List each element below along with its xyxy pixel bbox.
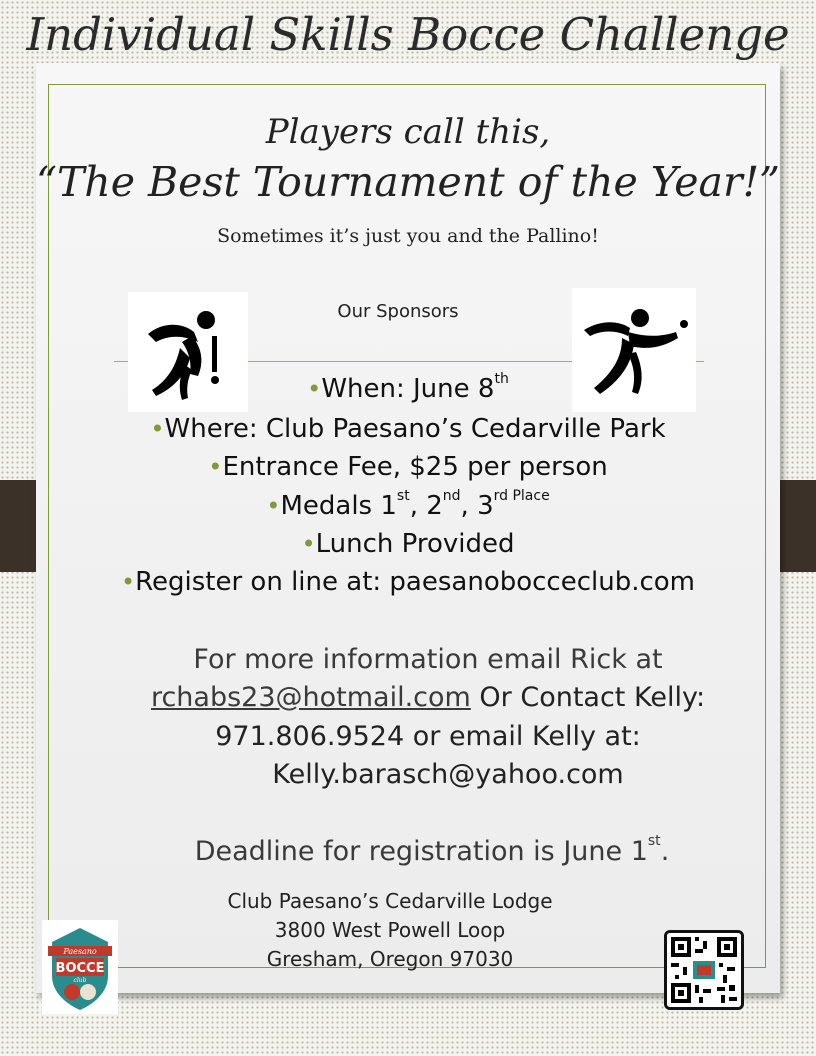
tagline: Sometimes it’s just you and the Pallino! bbox=[217, 225, 599, 247]
header-line1: Players call this, bbox=[265, 112, 551, 152]
lunch-text: Lunch Provided bbox=[315, 529, 515, 559]
detail-medals bbox=[0, 488, 816, 521]
qr-code-icon bbox=[667, 933, 741, 1007]
fee-text: Entrance Fee, $25 per person bbox=[222, 452, 608, 482]
address-line2: 3800 West Powell Loop bbox=[274, 918, 506, 942]
divider-middle bbox=[248, 361, 572, 362]
register-text: Register on line at: paesanobocceclub.com bbox=[135, 567, 696, 597]
divider-left bbox=[114, 361, 128, 362]
bullet: • bbox=[301, 530, 316, 558]
contact-email-kelly: Kelly.barasch@yahoo.com bbox=[272, 759, 624, 790]
logo-bottom-text: club bbox=[73, 977, 87, 984]
flyer-title: Individual Skills Bocce Challenge bbox=[26, 8, 790, 61]
address-line1: Club Paesano’s Cedarville Lodge bbox=[227, 889, 553, 913]
bullet: • bbox=[266, 492, 281, 520]
bullet: • bbox=[150, 415, 165, 443]
logo-top-text: Paesano bbox=[63, 947, 97, 956]
detail-register bbox=[0, 567, 816, 597]
logo-main-text: BOCCE bbox=[55, 961, 105, 976]
when-sup: th bbox=[494, 371, 509, 387]
deadline-sup: st bbox=[647, 833, 661, 849]
medals-nd: nd bbox=[442, 488, 461, 504]
bocce-club-logo-icon bbox=[42, 920, 118, 1014]
address-line3: Gresham, Oregon 97030 bbox=[266, 947, 514, 971]
medals-rd: rd Place bbox=[493, 488, 550, 504]
paesano-bocce-logo bbox=[42, 920, 118, 1014]
where-text: Where: Club Paesano’s Cedarville Park bbox=[164, 414, 666, 444]
contact-line3: 971.806.9524 or email Kelly at: bbox=[215, 721, 641, 752]
contact-line1: For more information email Rick at bbox=[193, 644, 663, 675]
detail-lunch bbox=[0, 529, 816, 559]
qr-code[interactable] bbox=[664, 930, 744, 1010]
deadline-end: . bbox=[660, 836, 670, 867]
bullet: • bbox=[208, 453, 223, 481]
detail-where bbox=[0, 414, 816, 444]
deadline-text: Deadline for registration is June 1 bbox=[194, 836, 648, 867]
deadline bbox=[24, 833, 816, 867]
contact-kelly-text: Or Contact Kelly: bbox=[470, 682, 706, 713]
header-line2: “The Best Tournament of the Year!” bbox=[35, 158, 781, 206]
medals-text: Medals 1 bbox=[280, 491, 397, 521]
detail-when bbox=[0, 371, 816, 404]
contact-line2 bbox=[20, 682, 816, 713]
when-text: When: June 8 bbox=[321, 374, 495, 404]
bullet: • bbox=[120, 568, 136, 596]
bullet: • bbox=[307, 375, 322, 403]
medals-sep1: , 2 bbox=[409, 491, 443, 521]
sponsors-label: Our Sponsors bbox=[337, 301, 459, 322]
medals-st: st bbox=[396, 488, 410, 504]
detail-fee bbox=[0, 452, 816, 482]
divider-right bbox=[696, 361, 704, 362]
medals-sep2: , 3 bbox=[460, 491, 494, 521]
email-rick-link[interactable]: rchabs23@hotmail.com bbox=[150, 682, 471, 713]
